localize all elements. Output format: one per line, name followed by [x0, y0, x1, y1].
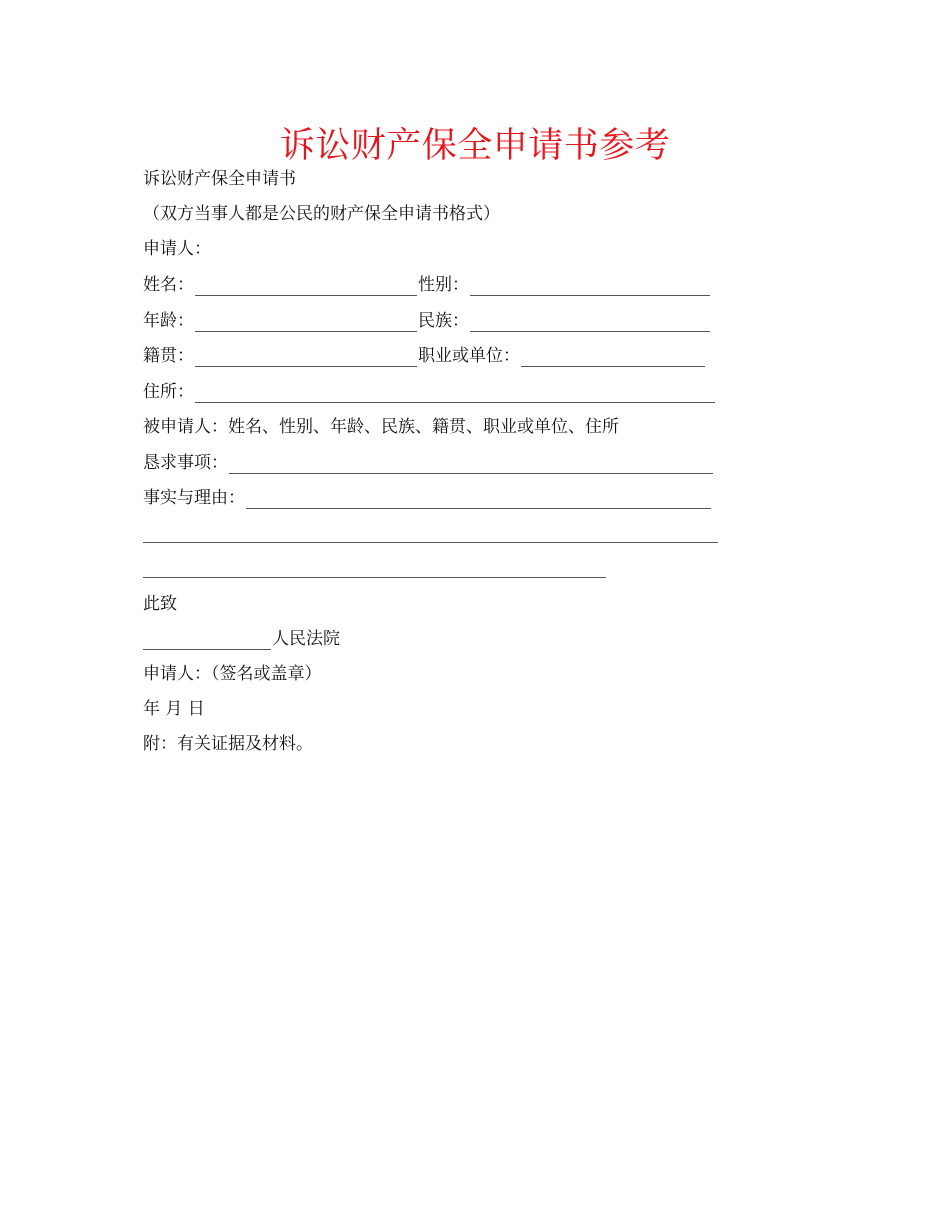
name-label: 姓名： [143, 275, 194, 295]
age-ethnicity-row [143, 310, 711, 332]
respondent-row [143, 416, 619, 438]
age-field[interactable] [195, 313, 417, 332]
court-name-field[interactable] [143, 631, 271, 650]
name-field[interactable] [195, 277, 417, 296]
request-row [143, 452, 714, 474]
facts-field[interactable] [246, 490, 711, 509]
signature-text: 申请人：（签名或盖章） [143, 664, 322, 684]
occupation-label: 职业或单位： [418, 346, 520, 366]
respondent-text: 被申请人：姓名、性别、年龄、民族、籍贯、职业或单位、住所 [143, 417, 619, 437]
signature-row [143, 663, 322, 685]
facts-continuation-line-1[interactable] [143, 542, 718, 543]
facts-row [143, 487, 712, 509]
ethnicity-field[interactable] [470, 313, 710, 332]
address-field[interactable] [195, 384, 715, 403]
court-row [143, 628, 340, 650]
attachment-text: 附：有关证据及材料。 [143, 734, 313, 754]
facts-continuation-line-2[interactable] [143, 577, 606, 578]
attachment-row [143, 733, 313, 755]
facts-label: 事实与理由： [143, 488, 245, 508]
age-label: 年龄： [143, 311, 194, 331]
format-note-text: （双方当事人都是公民的财产保全申请书格式） [143, 204, 500, 224]
court-label: 人民法院 [272, 629, 340, 649]
native-occupation-row [143, 345, 706, 367]
document-title: 诉讼财产保全申请书参考 [279, 126, 671, 166]
applicant-heading-text: 申请人： [143, 239, 211, 259]
format-note [143, 203, 500, 225]
document-subtitle [143, 168, 296, 190]
date-text: 年 月 日 [143, 699, 205, 719]
date-row [143, 698, 205, 720]
applicant-heading [143, 238, 211, 260]
occupation-field[interactable] [521, 348, 705, 367]
name-gender-row [143, 274, 711, 296]
closing-row [143, 593, 177, 615]
address-row [143, 381, 716, 403]
ethnicity-label: 民族： [418, 311, 469, 331]
address-label: 住所： [143, 382, 194, 402]
native-place-field[interactable] [195, 348, 417, 367]
request-label: 恳求事项： [143, 453, 228, 473]
request-field[interactable] [229, 455, 713, 474]
gender-label: 性别： [418, 275, 469, 295]
gender-field[interactable] [470, 277, 710, 296]
closing-text: 此致 [143, 594, 177, 614]
native-place-label: 籍贯： [143, 346, 194, 366]
subtitle-text: 诉讼财产保全申请书 [143, 169, 296, 189]
